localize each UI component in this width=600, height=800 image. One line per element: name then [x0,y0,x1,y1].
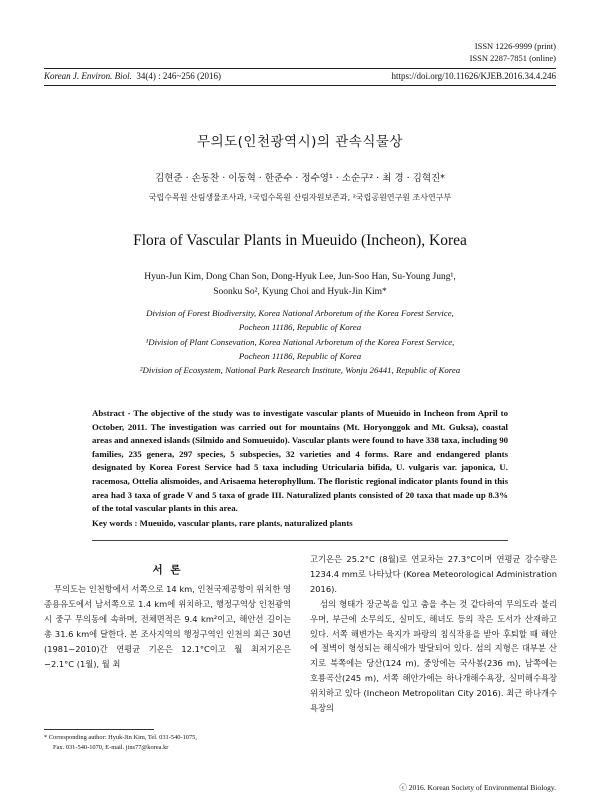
abstract-text: The objective of the study was to investigate vascular plants of Mueuido in Incheon from April to October, 2011. The investigation was carried out for mountains (Mt. Horyonggok and Mt. Guksa), coastal areas and annexed islands (Silmido and Somueuido). Vascular plants were found to have 338 taxa, including 90 families, 235 genera, 297 species, 5 subspecies, 32 varieties and 4 forms. Rare and endangered plants designated by Korea Forest Service had 5 taxa including Utricularia bifida, U. vulgaris var. japonica, U. racemosa, Ottelia alismoides, and Arisaema heterophyllum. The floristic regional indicator plants found in this area had 3 taxa of grade V and 5 taxa of grade III. Naturalized plants consisted of 20 taxa that made up 8.3% of the total vascular plants in this area. [92,408,508,514]
korean-authors: 김현준 · 손동찬 · 이동혁 · 한준수 · 정수영¹ · 소순구² · 최 경 · 김혁진* [155,173,445,184]
abstract: Abstract - The objective of the study was to investigate vascular plants of Mueuido in Incheon from April to October, 2011. The investigation was carried out for mountains (Mt. Horyonggok and Mt. Guksa), coastal areas and annexed islands (Silmido and Somueuido). Vascular plants were found to have 338 taxa, including 90 families, 235 genera, 297 species, 5 subspecies, 32 varieties and 4 forms. Rare and endangered plants designated by Korea Forest Service had 5 taxa including Utricularia bifida, U. vulgaris var. japonica, U. racemosa, Ottelia alismoides, and Arisaema heterophyllum. The floristic regional indicator plants found in this area had 3 taxa of grade V and 5 taxa of grade III. Naturalized plants consisted of 20 taxa that made up 8.3% of the total vascular plants in this area. [92,408,508,514]
footnote-divider [44,729,154,730]
issn-block [470,40,556,64]
section-title-introduction: 서 론 [152,564,183,576]
copyright-notice: ⓒ 2016. Korean Society of Environmental Biology. [399,783,556,792]
abstract-label: Abstract [92,408,125,418]
issn-online: ISSN 2287-7851 (online) [469,53,556,63]
footnote-line-2: Fax. 031-540-1070, E-mail. jins77@korea.kr [53,743,169,751]
journal-citation [44,71,221,81]
keywords-divider [92,540,508,541]
affiliation-line: Division of Forest Biodiversity, Korea National Arboretum of the Korea Forest Service, [146,308,454,318]
body-paragraph: 무의도는 인천항에서 서쪽으로 14 km, 인천국제공항이 위치한 영종용유도에서 남서쪽으로 1.4 km에 위치하고, 행정구역상 인천광역시 중구 무의동에 속하며, 전체면적은 9.4 km²이고, 해안선 길이는 총 31.6 km에 달한다. 본 조사지역의 행정구역인 인천의 최근 30년(1981~2010)간 연평균 기온은 12.1°C이고 월 최저기온은 −2.1°C (1월), 월 최 [44,584,291,669]
english-authors [60,270,540,300]
body-paragraph: 섬의 형태가 장군복을 입고 춤을 추는 것 같다하여 무의도라 불리우며, 부근에 소무의도, 실미도, 해녀도 등의 작은 도서가 산재하고 있다. 서쪽 해변가는 육지가 파랑의 침식작용을 받아 후퇴할 때 해안에 절벽이 형성되는 해식애가 발달되어 있다. 섬의 지형은 대부분 산지로 북쪽에는 당산(124 m), 중앙에는 국사봉(236 m), 남쪽에는 호룡곡산(245 m), 서쪽 해안가에는 하나개해수욕장, 실미해수욕장 위치하고 있다 (Incheon Metropolitan City 2016). 최근 하나개수욕장의 [310,598,557,714]
english-title: Flora of Vascular Plants in Mueuido (Incheon), Korea [133,232,467,249]
english-affiliations [40,306,560,377]
korean-title: 무의도(인천광역시)의 관속식물상 [197,134,403,150]
body-paragraph: 고기온은 25.2°C (8월)로 연교차는 27.3°C이며 연평균 강수량은 1234.4 mm로 나타났다 (Korea Meteorological Administration 2016). [310,554,557,594]
affiliation-line: ²Division of Ecosystem, National Park Research Institute, Wonju 26441, Republic of Korea [139,365,461,376]
body-right-column [310,552,557,716]
affiliation-line: Pocheon 11186, Republic of Korea [238,350,362,361]
korean-affiliations: 국립수목원 산림생물조사과, ¹국립수목원 산림자원보존과, ²국립공원연구원 조사연구부 [148,193,452,202]
body-left-column [44,582,291,671]
corresponding-author-footnote [44,733,304,752]
keywords: Key words : Mueuido, vascular plants, rare plants, naturalized plants [92,518,353,528]
keywords-label: Key words [92,518,133,528]
doi-link[interactable]: https://doi.org/10.11626/KJEB.2016.34.4.246 [391,71,556,81]
keywords-text: Mueuido, vascular plants, rare plants, naturalized plants [139,518,353,528]
authors-line-1: Hyun-Jun Kim, Dong Chan Son, Dong-Hyuk Lee, Jun-Soo Han, Su-Young Jung¹, [144,272,456,282]
authors-line-2: Soonku So², Kyung Choi and Hyuk-Jin Kim* [213,287,387,297]
affiliation-line: ¹Division of Plant Consevation, Korea National Arboretum of the Korea Forest Service, [145,336,455,347]
footnote-line-1: * Corresponding author: Hyuk-Jin Kim, Tel. 031-540-1075, [44,734,197,741]
affiliation-line: Pocheon 11186, Republic of Korea [238,322,362,333]
journal-name: Korean J. Environ. Biol. [44,71,132,81]
issn-print: ISSN 1226-9999 (print) [474,41,556,51]
journal-volume: 34(4) : 246~256 (2016) [136,71,221,81]
